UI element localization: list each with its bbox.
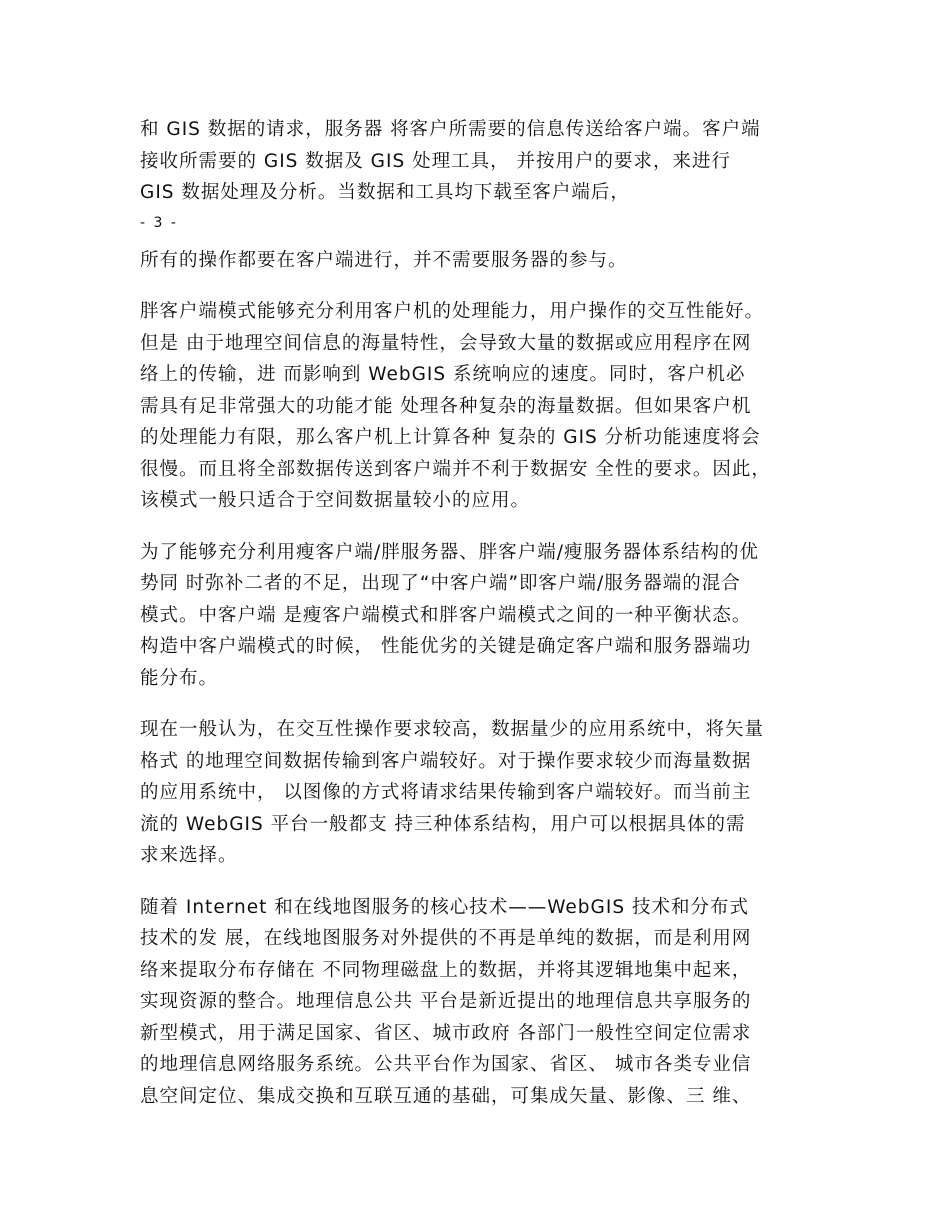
paragraph-5 — [140, 892, 812, 1113]
text-line: 能分布。 — [140, 667, 219, 689]
intro-paragraph — [140, 114, 812, 209]
text-line: 现在一般认为，在交互性操作要求较高，数据量少的应用系统中，将矢量 — [140, 719, 765, 740]
text-line: 为了能够充分利用瘦客户端/胖服务器、胖客户端/瘦服务器体系结构的优 — [140, 541, 759, 563]
text-line: 和 GIS 数据的请求，服务器 将客户所需要的信息传送给客户端。客户端 — [140, 119, 761, 140]
text-line: 络上的传输，进 而影响到 WebGIS 系统响应的速度。同时，客户机必 — [140, 364, 746, 385]
text-line: 络来提取分布存储在 不同物理磁盘上的数据，并将其逻辑地集中起来， — [140, 959, 752, 981]
text-line: 求来选择。 — [140, 845, 238, 866]
document-page — [140, 114, 812, 1112]
page-number: - 3 - — [140, 214, 178, 231]
text-line: 的处理能力有限，那么客户机上计算各种 复杂的 GIS 分析功能速度将会 — [140, 427, 761, 448]
text-line: 的地理信息网络服务系统。公共平台作为国家、省区、 城市各类专业信 — [140, 1054, 752, 1075]
text-line: 构造中客户端模式的时候， 性能优劣的关键是确定客户端和服务器端功 — [140, 636, 752, 657]
text-line: 模式。中客户端 是瘦客户端模式和胖客户端模式之间的一种平衡状态。 — [140, 604, 752, 626]
text-line: 息空间定位、集成交换和互联互通的基础，可集成矢量、影像、三 维、 — [140, 1085, 752, 1107]
text-line: 势同 时弥补二者的不足，出现了“中客户端”即客户端/服务器端的混合 — [140, 573, 741, 594]
paragraph-3 — [140, 537, 812, 695]
text-line: 的应用系统中， 以图像的方式将请求结果传输到客户端较好。而当前主 — [140, 782, 752, 803]
text-line: 随着 Internet 和在线地图服务的核心技术——WebGIS 技术和分布式 — [140, 896, 749, 918]
paragraph-spacer — [140, 517, 812, 537]
text-line: 很慢。而且将全部数据传送到客户端并不利于数据安 全性的要求。因此， — [140, 458, 771, 480]
text-line: 该模式一般只适合于空间数据量较小的应用。 — [140, 490, 531, 511]
paragraph-spacer — [140, 872, 812, 892]
paragraph-1 — [140, 245, 812, 277]
text-line: 但是 由于地理空间信息的海量特性，会导致大量的数据或应用程序在网 — [140, 332, 752, 354]
paragraph-2 — [140, 296, 812, 517]
paragraph-spacer — [140, 694, 812, 714]
paragraph-spacer — [140, 276, 812, 296]
text-line: 实现资源的整合。地理信息公共 平台是新近提出的地理信息共享服务的 — [140, 991, 752, 1012]
text-line: 流的 WebGIS 平台一般都支 持三种体系结构，用户可以根据具体的需 — [140, 813, 746, 835]
text-line: GIS 数据处理及分析。当数据和工具均下载至客户端后， — [140, 182, 630, 203]
text-line: 胖客户端模式能够充分利用客户机的处理能力，用户操作的交互性能好。 — [140, 301, 765, 322]
text-line: 接收所需要的 GIS 数据及 GIS 处理工具， 并按用户的要求，来进行 — [140, 150, 731, 172]
text-line: 技术的发 展，在线地图服务对外提供的不再是单纯的数据，而是利用网 — [140, 928, 752, 949]
paragraph-4 — [140, 714, 812, 872]
text-line: 需具有足非常强大的功能才能 处理各种复杂的海量数据。但如果客户机 — [140, 395, 752, 417]
text-line: 所有的操作都要在客户端进行，并不需要服务器的参与。 — [140, 249, 628, 271]
text-line: 新型模式，用于满足国家、省区、城市政府 各部门一般性空间定位需求 — [140, 1022, 752, 1044]
text-line: 格式 的地理空间数据传输到客户端较好。对于操作要求较少而海量数据 — [140, 750, 752, 772]
